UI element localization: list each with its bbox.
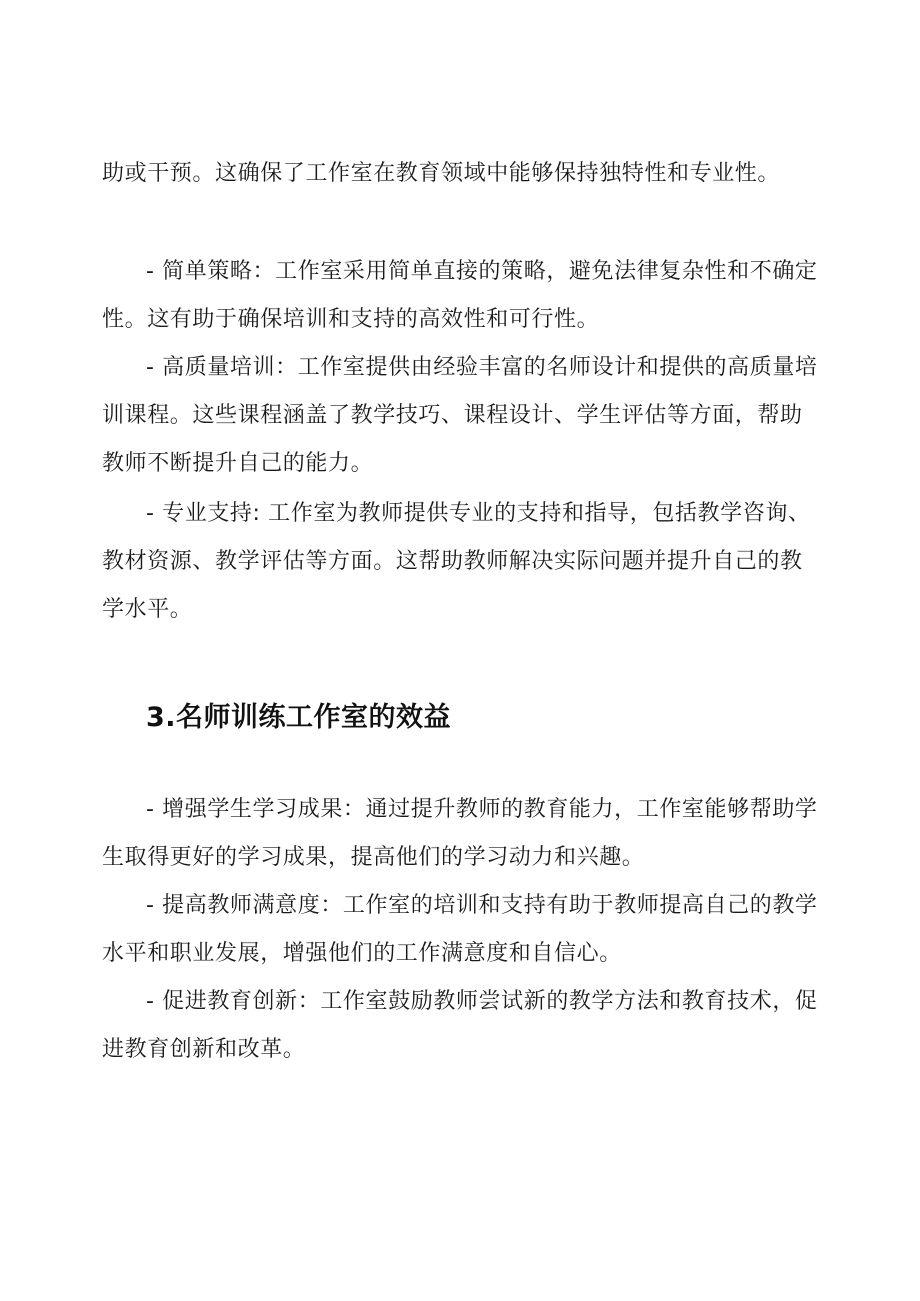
paragraph-teacher-satisfaction: - 提高教师满意度：工作室的培训和支持有助于教师提高自己的教学水平和职业发展，增强他们的工作满意度和自信心。 bbox=[102, 893, 818, 966]
paragraph-continuation: 助或干预。这确保了工作室在教育领域中能够保持独特性和专业性。 bbox=[102, 161, 781, 186]
paragraph-simple-strategy: - 简单策略：工作室采用简单直接的策略，避免法律复杂性和不确定性。这有助于确保培训和支持的高效性和可行性。 bbox=[102, 259, 818, 332]
paragraph-professional-support: - 专业支持: 工作室为教师提供专业的支持和指导，包括教学咨询、教材资源、教学评估等方面。这帮助教师解决实际问题并提升自己的教学水平。 bbox=[102, 501, 811, 622]
section-heading: 3.名师训练工作室的效益 bbox=[146, 702, 452, 733]
paragraph-education-innovation: - 促进教育创新：工作室鼓励教师尝试新的教学方法和教育技术，促进教育创新和改革。 bbox=[102, 989, 818, 1062]
paragraph-student-outcomes: - 增强学生学习成果：通过提升教师的教育能力，工作室能够帮助学生取得更好的学习成果，提高他们的学习动力和兴趣。 bbox=[102, 797, 818, 870]
paragraph-high-quality-training: - 高质量培训：工作室提供由经验丰富的名师设计和提供的高质量培训课程。这些课程涵盖了教学技巧、课程设计、学生评估等方面，帮助教师不断提升自己的能力。 bbox=[102, 355, 818, 476]
